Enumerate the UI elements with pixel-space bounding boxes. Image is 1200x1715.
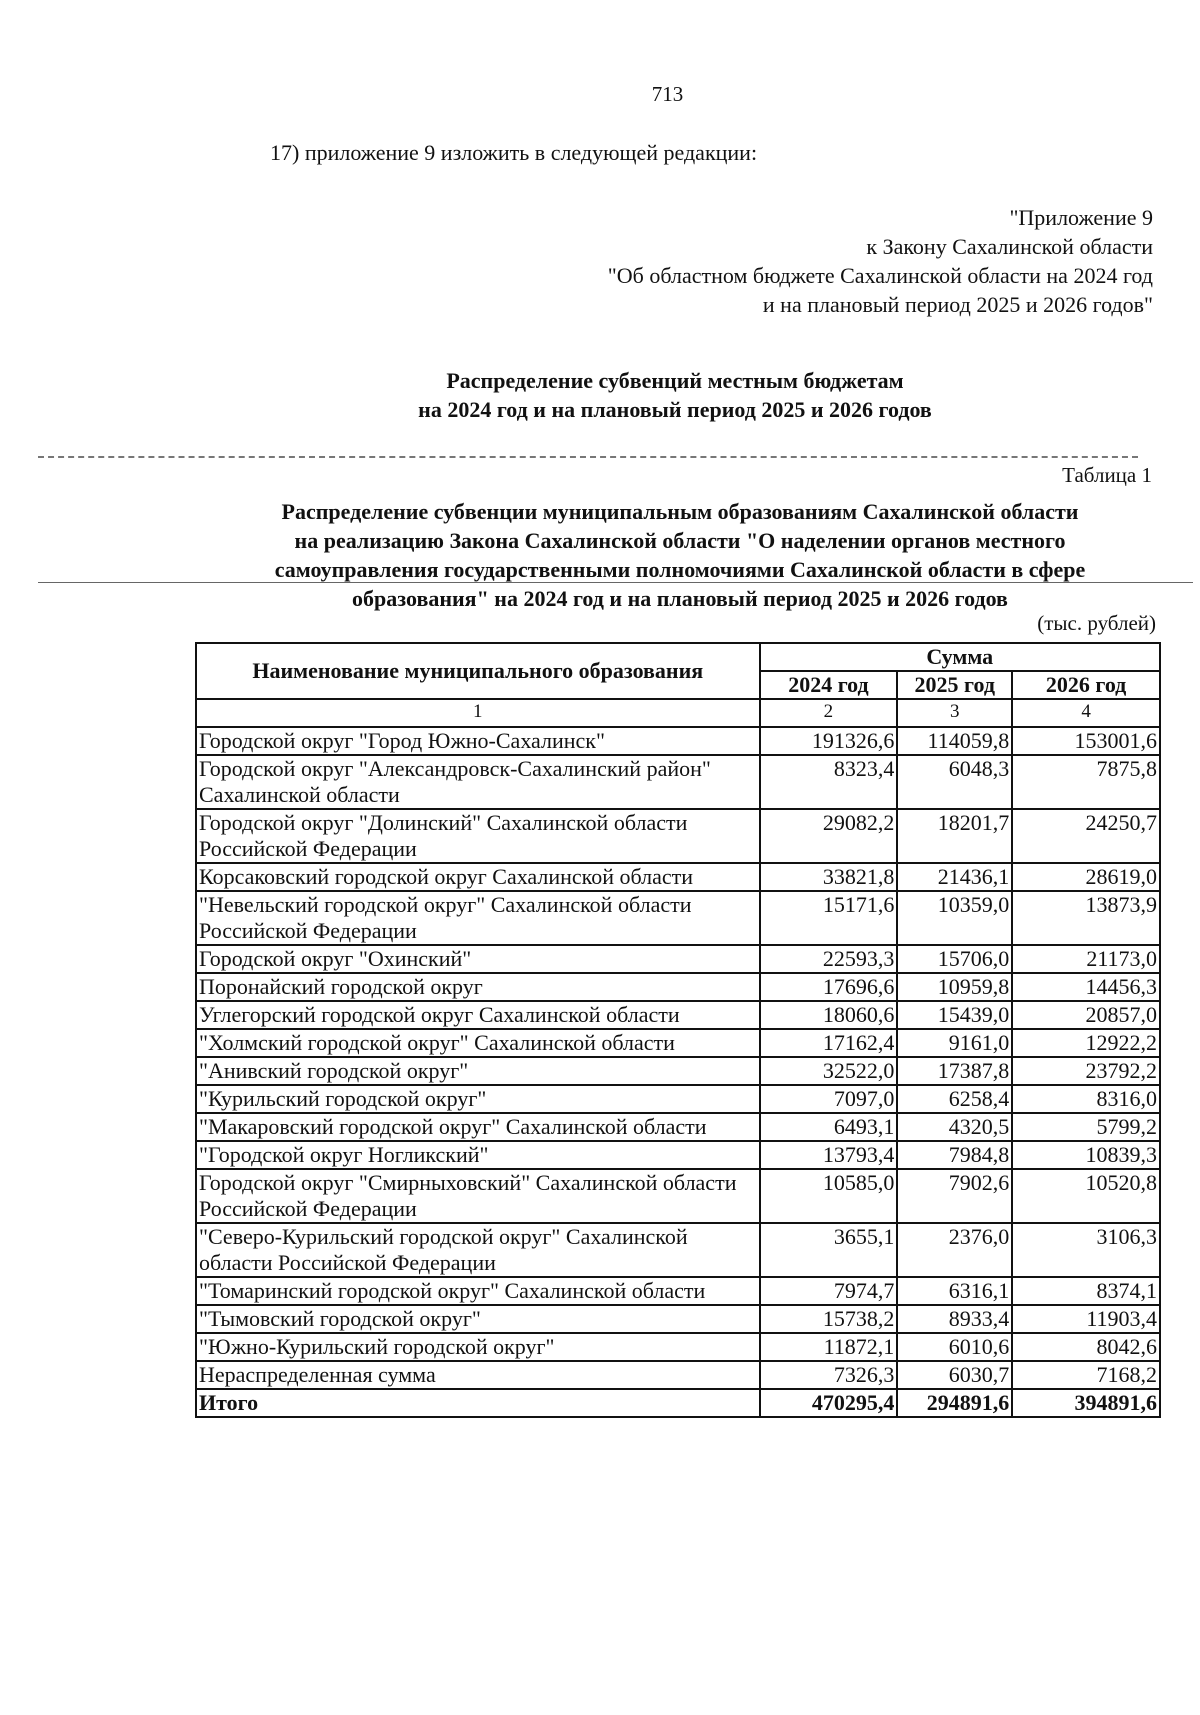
table-row: [196, 1305, 1160, 1333]
page-number: 713: [651, 82, 684, 106]
value-2025: 2376,0: [897, 1223, 1012, 1277]
value-2024: 18060,6: [760, 1001, 898, 1029]
municipality-name: Углегорский городской округ Сахалинской области: [196, 1001, 760, 1029]
value-2024: 11872,1: [760, 1333, 898, 1361]
value-2025: 6316,1: [897, 1277, 1012, 1305]
municipality-name: Корсаковский городской округ Сахалинской области: [196, 863, 760, 891]
table-row: [196, 1085, 1160, 1113]
table-title-line: самоуправления государственными полномочиями Сахалинской области в сфере: [274, 557, 1086, 582]
total-row: [196, 1389, 1160, 1417]
municipality-name: Городской округ "Долинский" Сахалинской области Российской Федерации: [196, 809, 760, 863]
value-2024: 29082,2: [760, 809, 898, 863]
value-2026: 11903,4: [1012, 1305, 1160, 1333]
value-2025: 6258,4: [897, 1085, 1012, 1113]
value-2025: 4320,5: [897, 1113, 1012, 1141]
value-2026: 153001,6: [1012, 727, 1160, 755]
municipality-name: "Тымовский городской округ": [196, 1305, 760, 1333]
table-row: [196, 945, 1160, 973]
municipality-name: Городской округ "Смирныховский" Сахалинской области Российской Федерации: [196, 1169, 760, 1223]
table-row: [196, 863, 1160, 891]
total-2025: 294891,6: [897, 1389, 1012, 1417]
header-year-2024: 2024 год: [760, 671, 898, 699]
value-2026: 7168,2: [1012, 1361, 1160, 1389]
municipality-name: Нераспределенная сумма: [196, 1361, 760, 1389]
table-row: [196, 1169, 1160, 1223]
municipality-name: "Холмский городской округ" Сахалинской области: [196, 1029, 760, 1057]
total-label: Итого: [196, 1389, 760, 1417]
table-row: [196, 1223, 1160, 1277]
value-2024: 13793,4: [760, 1141, 898, 1169]
header-sum: Сумма: [760, 643, 1160, 671]
municipality-name: "Городской округ Ногликский": [196, 1141, 760, 1169]
main-title-line: Распределение субвенций местным бюджетам: [446, 368, 904, 393]
table-row: [196, 973, 1160, 1001]
value-2025: 7902,6: [897, 1169, 1012, 1223]
table-row: [196, 1029, 1160, 1057]
municipality-name: "Анивский городской округ": [196, 1057, 760, 1085]
value-2026: 21173,0: [1012, 945, 1160, 973]
value-2026: 10520,8: [1012, 1169, 1160, 1223]
subventions-table: [195, 642, 1161, 1418]
table-row: [196, 755, 1160, 809]
municipality-name: Городской округ "Охинский": [196, 945, 760, 973]
value-2025: 7984,8: [897, 1141, 1012, 1169]
value-2024: 17696,6: [760, 973, 898, 1001]
table-title-line: Распределение субвенции муниципальным образованиям Сахалинской области: [281, 499, 1079, 524]
value-2026: 7875,8: [1012, 755, 1160, 809]
table-row: [196, 809, 1160, 863]
value-2024: 15738,2: [760, 1305, 898, 1333]
appendix-line: "Приложение 9: [1009, 205, 1153, 230]
value-2024: 191326,6: [760, 727, 898, 755]
municipality-name: Городской округ "Александровск-Сахалинский район" Сахалинской области: [196, 755, 760, 809]
value-2024: 7097,0: [760, 1085, 898, 1113]
column-number: 3: [897, 699, 1012, 727]
header-name: Наименование муниципального образования: [196, 643, 760, 699]
unit-label: (тыс. рублей): [1037, 611, 1156, 635]
value-2025: 15439,0: [897, 1001, 1012, 1029]
intro-text: 17) приложение 9 изложить в следующей редакции:: [270, 140, 758, 165]
table-row: [196, 1057, 1160, 1085]
table-row: [196, 1361, 1160, 1389]
value-2025: 18201,7: [897, 809, 1012, 863]
value-2026: 12922,2: [1012, 1029, 1160, 1057]
value-2024: 17162,4: [760, 1029, 898, 1057]
header-year-2025: 2025 год: [897, 671, 1012, 699]
header-year-2026: 2026 год: [1012, 671, 1160, 699]
value-2025: 10959,8: [897, 973, 1012, 1001]
value-2025: 6010,6: [897, 1333, 1012, 1361]
municipality-name: "Томаринский городской округ" Сахалинской области: [196, 1277, 760, 1305]
table-title: [215, 497, 1145, 613]
value-2025: 21436,1: [897, 863, 1012, 891]
value-2026: 5799,2: [1012, 1113, 1160, 1141]
municipality-name: "Макаровский городской округ" Сахалинской области: [196, 1113, 760, 1141]
municipality-name: "Северо-Курильский городской округ" Сахалинской области Российской Федерации: [196, 1223, 760, 1277]
appendix-line: "Об областном бюджете Сахалинской области на 2024 год: [607, 263, 1153, 288]
value-2025: 114059,8: [897, 727, 1012, 755]
value-2026: 28619,0: [1012, 863, 1160, 891]
municipality-name: "Невельский городской округ" Сахалинской области Российской Федерации: [196, 891, 760, 945]
value-2026: 8316,0: [1012, 1085, 1160, 1113]
appendix-reference: [453, 203, 1153, 319]
table-row: [196, 1113, 1160, 1141]
value-2025: 6030,7: [897, 1361, 1012, 1389]
value-2024: 3655,1: [760, 1223, 898, 1277]
table-row: [196, 891, 1160, 945]
scan-artifact: [38, 582, 1193, 583]
table-title-line: образования" на 2024 год и на плановый период 2025 и 2026 годов: [352, 586, 1008, 611]
table-body: [196, 727, 1160, 1389]
municipality-name: Городской округ "Город Южно-Сахалинск": [196, 727, 760, 755]
value-2026: 23792,2: [1012, 1057, 1160, 1085]
value-2026: 8042,6: [1012, 1333, 1160, 1361]
value-2024: 6493,1: [760, 1113, 898, 1141]
municipality-name: "Курильский городской округ": [196, 1085, 760, 1113]
value-2024: 22593,3: [760, 945, 898, 973]
column-number: 4: [1012, 699, 1160, 727]
value-2025: 8933,4: [897, 1305, 1012, 1333]
value-2024: 15171,6: [760, 891, 898, 945]
table-row: [196, 1001, 1160, 1029]
value-2025: 6048,3: [897, 755, 1012, 809]
table-row: [196, 1333, 1160, 1361]
value-2025: 15706,0: [897, 945, 1012, 973]
municipality-name: "Южно-Курильский городской округ": [196, 1333, 760, 1361]
main-title-line: на 2024 год и на плановый период 2025 и 2026 годов: [418, 397, 932, 422]
value-2025: 17387,8: [897, 1057, 1012, 1085]
value-2026: 14456,3: [1012, 973, 1160, 1001]
column-number: 1: [196, 699, 760, 727]
scan-artifact: [38, 456, 1138, 458]
value-2024: 7974,7: [760, 1277, 898, 1305]
value-2025: 10359,0: [897, 891, 1012, 945]
value-2026: 24250,7: [1012, 809, 1160, 863]
appendix-line: к Закону Сахалинской области: [866, 234, 1153, 259]
main-title: [330, 366, 1020, 424]
table-row: [196, 1277, 1160, 1305]
total-2026: 394891,6: [1012, 1389, 1160, 1417]
value-2024: 8323,4: [760, 755, 898, 809]
value-2024: 10585,0: [760, 1169, 898, 1223]
table-title-line: на реализацию Закона Сахалинской области "О наделении органов местного: [294, 528, 1066, 553]
table-label: Таблица 1: [1062, 463, 1152, 487]
value-2024: 32522,0: [760, 1057, 898, 1085]
table-row: [196, 1141, 1160, 1169]
appendix-line: и на плановый период 2025 и 2026 годов": [762, 292, 1153, 317]
total-2024: 470295,4: [760, 1389, 898, 1417]
table-row: [196, 727, 1160, 755]
column-number: 2: [760, 699, 898, 727]
value-2026: 10839,3: [1012, 1141, 1160, 1169]
municipality-name: Поронайский городской округ: [196, 973, 760, 1001]
value-2025: 9161,0: [897, 1029, 1012, 1057]
value-2026: 8374,1: [1012, 1277, 1160, 1305]
value-2024: 7326,3: [760, 1361, 898, 1389]
value-2026: 20857,0: [1012, 1001, 1160, 1029]
value-2024: 33821,8: [760, 863, 898, 891]
value-2026: 13873,9: [1012, 891, 1160, 945]
value-2026: 3106,3: [1012, 1223, 1160, 1277]
